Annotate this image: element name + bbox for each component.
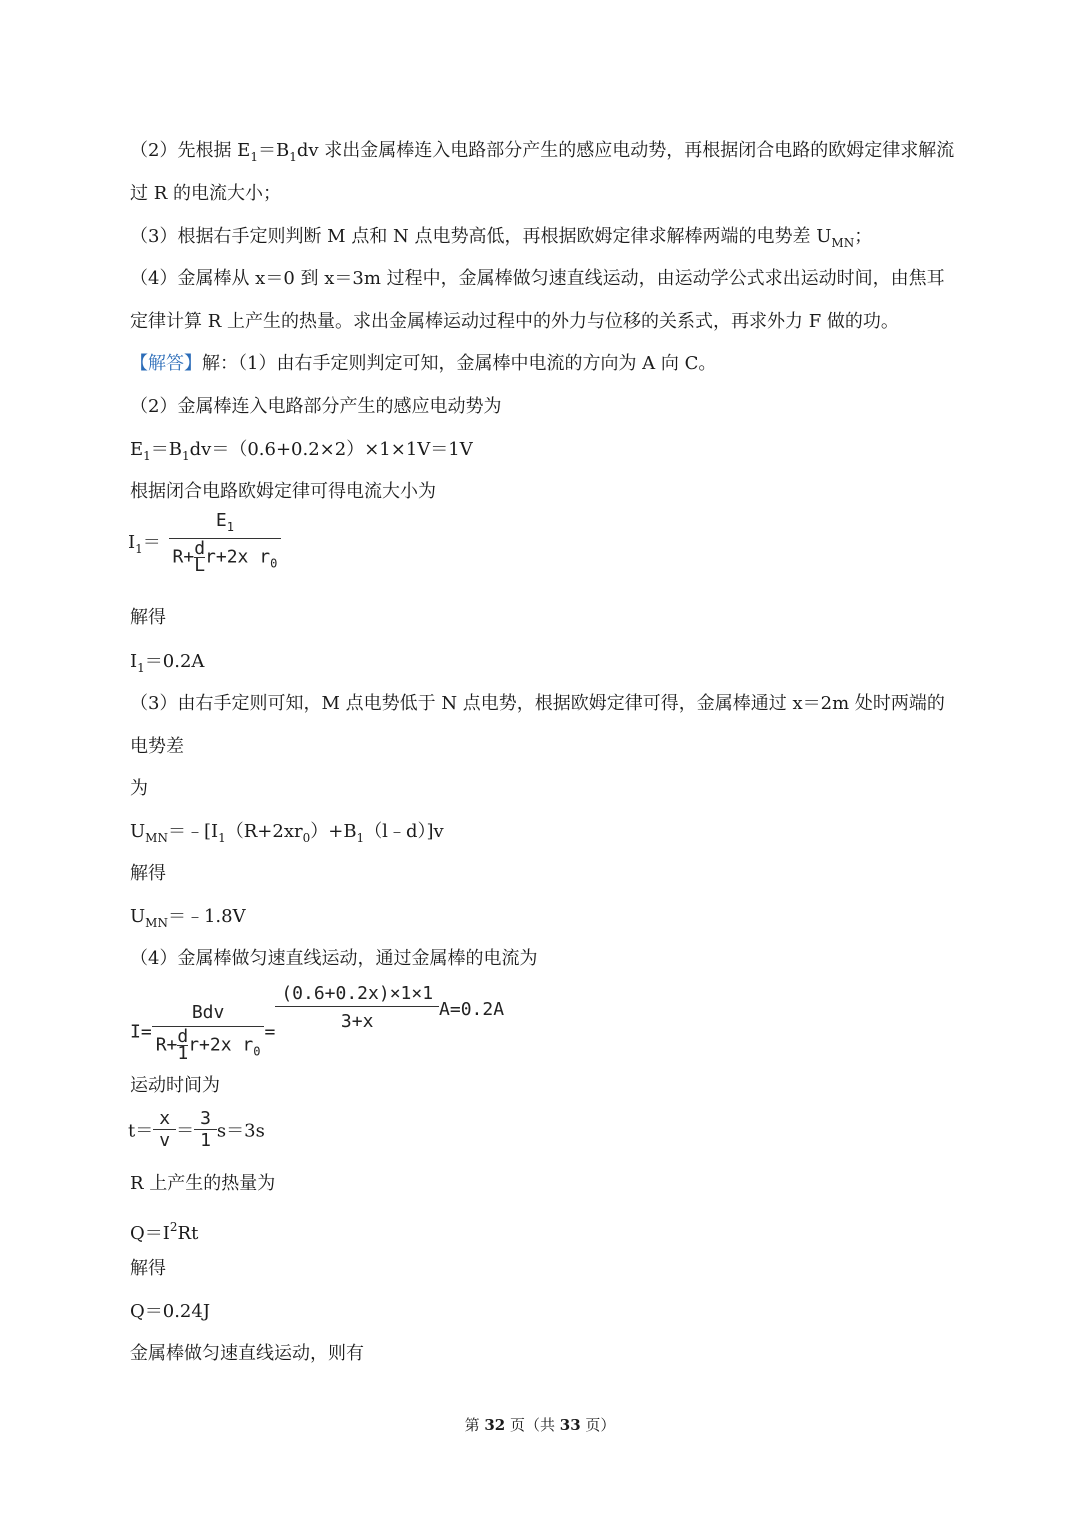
time-fraction-2: $\frac{3}{1}$ — [194, 1108, 217, 1151]
current-fraction: $E_1$ R+ $\frac{d}{L}$ r+2x $r_0$ — [169, 510, 282, 574]
page-number: 32 — [484, 1416, 506, 1434]
time-fraction-1: $\frac{x}{v}$ — [153, 1108, 176, 1151]
current-fraction-2b: $\frac{(0.6+0.2x)\times 1\times 1}{3+x}$ — [275, 983, 439, 1032]
page-footer: 第 32 页（共 33 页） — [464, 1416, 616, 1434]
current-fraction-2a: Bdv R+ $\frac{d}{1}$ r+2x $r_0$ — [152, 1002, 265, 1062]
analysis-line-3: （3）根据右手定则判断 M 点和 N 点电势高低，再根据欧姆定律求解棒两端的电势差 $U_{MN}$； — [130, 226, 873, 250]
emf-equation: $E_1=B_1dv=(0.6+0.2\times 2)\times 1\times 1V=1V$ — [130, 439, 473, 463]
page-total: 33 — [559, 1416, 581, 1434]
analysis-line-2: （2）先根据 $E_1=B_1dv$ 求出金属棒连入电路部分产生的感应电动势，再根据闭合电路的欧姆定律求解流 — [130, 140, 955, 164]
current-formula: $I_1=$ $E_1$ R+ $\frac{d}{L}$ r+2x $r_0$ — [128, 510, 281, 574]
answer-line-3-cont: 电势差 — [130, 736, 184, 757]
ohm-law-text: 根据闭合电路欧姆定律可得电流大小为 — [130, 481, 436, 502]
heat-result: Q＝0.24J — [130, 1301, 211, 1322]
uniform-motion-text: 金属棒做匀速直线运动，则有 — [130, 1343, 364, 1364]
joule-law-equation: $Q=I^2Rt$ — [130, 1220, 199, 1244]
answer-line-3: （3）由右手定则可知，M 点电势低于 N 点电势，根据欧姆定律可得，金属棒通过 x＝2m 处时两端的 — [130, 693, 945, 714]
time-label: 运动时间为 — [130, 1075, 220, 1096]
solve-label-2: 解得 — [130, 863, 166, 884]
potential-diff-equation: $U_{MN}=﹣[I_1(R+2xr_0)+B_1(l﹣d)]v$ — [130, 821, 444, 845]
answer-tag: 【解答】 — [130, 353, 202, 374]
analysis-line-4: （4）金属棒从 x＝0 到 x＝3m 过程中，金属棒做匀速直线运动，由运动学公式求出运动时间，由焦耳 — [130, 268, 945, 289]
answer-line-3-wei: 为 — [130, 778, 148, 799]
solve-label-3: 解得 — [130, 1258, 166, 1279]
current-result: $I_1=0.2A$ — [130, 651, 205, 675]
time-formula: t＝ $\frac{x}{v}$ ＝ $\frac{3}{1}$ s＝3s — [128, 1108, 265, 1151]
potential-diff-result: $U_{MN}=﹣1.8V$ — [130, 906, 246, 930]
answer-line-2: （2）金属棒连入电路部分产生的感应电动势为 — [130, 396, 502, 417]
answer-heading: 【解答】解：（1）由右手定则判定可知，金属棒中电流的方向为 A 向 C。 — [130, 353, 717, 374]
current-formula-2: I= Bdv R+ $\frac{d}{1}$ r+2x $r_0$ = $\frac{(0.6+0.2x)\times 1\times 1}{3+x}$ A=0.2A — [130, 983, 505, 1064]
solve-label-1: 解得 — [130, 607, 166, 628]
analysis-line-4-cont: 定律计算 R 上产生的热量。求出金属棒运动过程中的外力与位移的关系式，再求外力 F 做的功。 — [130, 311, 899, 332]
analysis-line-2-cont: 过 R 的电流大小； — [130, 183, 281, 204]
answer-line-4: （4）金属棒做匀速直线运动，通过金属棒的电流为 — [130, 948, 538, 969]
heat-label: R 上产生的热量为 — [130, 1173, 276, 1194]
